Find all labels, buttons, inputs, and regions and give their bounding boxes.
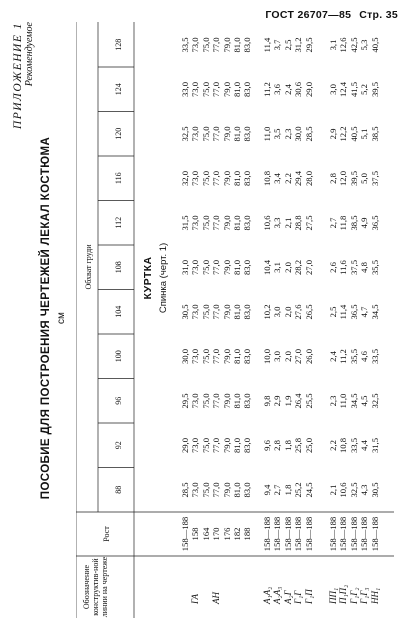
value-cell: 81,0 — [232, 482, 242, 498]
height-cell: 158—188 — [272, 516, 283, 552]
value-cell: 29,0 — [180, 437, 190, 454]
height-cell: 158 — [190, 527, 201, 541]
value-cell: 4,9 — [359, 217, 370, 229]
value-cell: 30,0 — [293, 126, 304, 142]
chest-size-header: 104 — [114, 305, 123, 318]
value-cell: 75,0 — [200, 259, 211, 276]
value-cell: 33,0 — [180, 81, 190, 98]
value-cell: 4,7 — [359, 306, 370, 318]
height-cell: 158—188 — [262, 516, 272, 552]
value-cell: 2,3 — [282, 128, 293, 140]
value-cell: 77,0 — [211, 126, 222, 142]
value-cell: 11,8 — [338, 215, 349, 231]
value-cell: 2,8 — [328, 173, 338, 184]
value-cell: 27,5 — [303, 215, 314, 231]
value-cell: 25,5 — [303, 393, 314, 409]
value-cell: 2,8 — [272, 440, 283, 451]
value-cell: 83,0 — [242, 437, 253, 454]
value-cell: 79,0 — [221, 126, 232, 142]
value-cell: 2,4 — [328, 351, 338, 362]
designation-label: АН — [211, 592, 222, 604]
value-cell: 30,5 — [180, 304, 190, 320]
designation-label: Г₁Г — [293, 590, 304, 604]
value-cell: 77,0 — [211, 393, 222, 409]
value-cell: 77,0 — [211, 81, 222, 98]
value-cell: 3,3 — [272, 217, 283, 229]
value-cell: 77,0 — [211, 348, 222, 365]
value-cell: 2,1 — [282, 217, 293, 229]
value-cell: 27,0 — [303, 259, 314, 276]
chest-size-header: 116 — [114, 172, 123, 185]
data-table — [76, 22, 394, 618]
value-cell: 36,5 — [348, 304, 359, 320]
value-cell: 24,5 — [303, 482, 314, 498]
value-cell: 2,6 — [328, 262, 338, 273]
value-cell: 75,0 — [200, 215, 211, 231]
value-cell: 83,0 — [242, 482, 253, 498]
designation-header: Обозначение конструктив-ной линии на чертеже — [82, 556, 110, 618]
chest-size-header: 124 — [114, 83, 123, 96]
value-cell: 75,0 — [200, 126, 211, 142]
chest-size-header: 100 — [114, 350, 123, 363]
value-cell: 11,6 — [338, 260, 349, 275]
value-cell: 28,5 — [180, 482, 190, 498]
chest-size-header: 120 — [114, 127, 123, 140]
value-cell: 75,0 — [200, 348, 211, 365]
value-cell: 77,0 — [211, 37, 222, 53]
value-cell: 1,9 — [282, 395, 293, 407]
height-cell: 176 — [221, 527, 232, 541]
value-cell: 81,0 — [232, 37, 242, 53]
designation-label: НН₁ — [369, 587, 380, 604]
value-cell: 3,5 — [272, 128, 283, 140]
height-cell: 158—188 — [328, 516, 338, 552]
value-cell: 33,5 — [180, 37, 190, 53]
value-cell: 79,0 — [221, 170, 232, 187]
height-cell: 158—188 — [338, 516, 349, 552]
value-cell: 2,2 — [328, 440, 338, 451]
value-cell: 38,5 — [369, 126, 380, 142]
value-cell: 4,5 — [359, 395, 370, 407]
value-cell: 3,4 — [272, 173, 283, 184]
designation-label: Г₁Г₃ — [359, 587, 370, 604]
value-cell: 79,0 — [221, 348, 232, 365]
value-cell: 32,5 — [348, 482, 359, 498]
value-cell: 31,2 — [293, 37, 304, 53]
value-cell: 10,2 — [262, 304, 272, 320]
value-cell: 12,6 — [338, 37, 349, 53]
height-cell: 164 — [200, 527, 211, 541]
value-cell: 29,4 — [293, 170, 304, 187]
appendix-title: ПРИЛОЖЕНИЕ 1 — [12, 22, 24, 130]
value-cell: 73,0 — [190, 348, 201, 365]
value-cell: 2,9 — [272, 395, 283, 407]
height-cell: 182 — [232, 527, 242, 541]
value-cell: 29,0 — [303, 81, 314, 98]
value-cell: 73,0 — [190, 126, 201, 142]
value-cell: 25,2 — [293, 482, 304, 498]
value-cell: 3,1 — [272, 262, 283, 273]
value-cell: 2,3 — [328, 395, 338, 407]
value-cell: 77,0 — [211, 170, 222, 187]
value-cell: 30,5 — [369, 482, 380, 498]
value-cell: 5,1 — [359, 128, 370, 140]
value-cell: 81,0 — [232, 393, 242, 409]
height-cell: 158—188 — [348, 516, 359, 552]
designation-label: ПП₁ — [328, 587, 338, 604]
value-cell: 30,6 — [293, 81, 304, 98]
value-cell: 75,0 — [200, 81, 211, 98]
appendix-block — [12, 22, 35, 129]
chest-size-header: 128 — [114, 38, 123, 51]
height-header: Рост — [102, 526, 111, 542]
chest-group-header: Обхват груди — [84, 244, 93, 290]
value-cell: 73,0 — [190, 482, 201, 498]
value-cell: 73,0 — [190, 215, 201, 231]
value-cell: 2,7 — [272, 484, 283, 496]
value-cell: 83,0 — [242, 81, 253, 98]
value-cell: 28,0 — [303, 170, 314, 187]
value-cell: 81,0 — [232, 304, 242, 320]
value-cell: 2,4 — [282, 84, 293, 95]
value-cell: 75,0 — [200, 304, 211, 320]
value-cell: 10,8 — [262, 170, 272, 187]
value-cell: 83,0 — [242, 259, 253, 276]
value-cell: 73,0 — [190, 81, 201, 98]
value-cell: 2,0 — [282, 262, 293, 273]
value-cell: 83,0 — [242, 170, 253, 187]
rotated-content — [6, 18, 406, 618]
subsection-title: Спинка (черт. 1) — [158, 242, 169, 314]
value-cell: 83,0 — [242, 215, 253, 231]
height-cell: 158—188 — [369, 516, 380, 552]
value-cell: 9,8 — [262, 395, 272, 407]
value-cell: 2,0 — [282, 351, 293, 362]
value-cell: 2,1 — [328, 484, 338, 496]
value-cell: 4,6 — [359, 351, 370, 362]
height-cell: 158—188 — [282, 516, 293, 552]
height-cell: 158—188 — [180, 516, 190, 552]
value-cell: 83,0 — [242, 393, 253, 409]
value-cell: 5,0 — [359, 173, 370, 184]
value-cell: 73,0 — [190, 170, 201, 187]
value-cell: 11,2 — [262, 82, 272, 97]
value-cell: 40,5 — [348, 126, 359, 142]
value-cell: 34,5 — [369, 304, 380, 320]
value-cell: 2,5 — [328, 306, 338, 318]
value-cell: 77,0 — [211, 304, 222, 320]
value-cell: 81,0 — [232, 126, 242, 142]
value-cell: 12,4 — [338, 81, 349, 98]
value-cell: 41,5 — [348, 81, 359, 98]
value-cell: 3,1 — [328, 39, 338, 51]
value-cell: 12,2 — [338, 126, 349, 142]
value-cell: 31,0 — [180, 259, 190, 276]
value-cell: 10,6 — [338, 482, 349, 498]
value-cell: 2,7 — [328, 217, 338, 229]
value-cell: 5,3 — [359, 39, 370, 51]
value-cell: 83,0 — [242, 348, 253, 365]
value-cell: 79,0 — [221, 482, 232, 498]
value-cell: 38,5 — [348, 215, 359, 231]
value-cell: 42,5 — [348, 37, 359, 53]
value-cell: 73,0 — [190, 393, 201, 409]
value-cell: 81,0 — [232, 170, 242, 187]
value-cell: 37,5 — [348, 259, 359, 276]
value-cell: 77,0 — [211, 482, 222, 498]
value-cell: 36,5 — [369, 215, 380, 231]
value-cell: 33,5 — [348, 437, 359, 454]
value-cell: 11,0 — [338, 393, 349, 409]
value-cell: 12,0 — [338, 170, 349, 187]
value-cell: 81,0 — [232, 81, 242, 98]
value-cell: 11,4 — [338, 304, 349, 320]
chest-size-header: 92 — [114, 441, 123, 450]
value-cell: 3,6 — [272, 84, 283, 95]
value-cell: 4,4 — [359, 440, 370, 451]
value-cell: 79,0 — [221, 304, 232, 320]
page-number: Стр. 35 — [359, 9, 398, 21]
value-cell: 28,5 — [303, 126, 314, 142]
value-cell: 26,5 — [303, 304, 314, 320]
value-cell: 73,0 — [190, 437, 201, 454]
value-cell: 79,0 — [221, 37, 232, 53]
value-cell: 9,4 — [262, 484, 272, 496]
document-title: ПОСОБИЕ ДЛЯ ПОСТРОЕНИЯ ЧЕРТЕЖЕЙ ЛЕКАЛ КОСТЮМА — [40, 136, 52, 500]
value-cell: 32,5 — [369, 393, 380, 409]
value-cell: 25,8 — [293, 437, 304, 454]
value-cell: 2,0 — [282, 306, 293, 318]
value-cell: 2,5 — [282, 39, 293, 51]
value-cell: 40,5 — [369, 37, 380, 53]
value-cell: 37,5 — [369, 170, 380, 187]
value-cell: 39,5 — [348, 170, 359, 187]
value-cell: 11,2 — [338, 349, 349, 364]
value-cell: 81,0 — [232, 348, 242, 365]
standard-number: ГОСТ 26707—85 — [265, 9, 352, 21]
designation-label: П₁П₂ — [338, 584, 349, 604]
value-cell: 35,5 — [369, 259, 380, 276]
value-cell: 75,0 — [200, 170, 211, 187]
value-cell: 33,5 — [369, 348, 380, 365]
value-cell: 3,0 — [272, 306, 283, 318]
value-cell: 4,3 — [359, 484, 370, 496]
chest-size-header: 112 — [114, 216, 123, 229]
appendix-note: Рекомендуемое — [24, 22, 35, 87]
value-cell: 73,0 — [190, 304, 201, 320]
value-cell: 29,5 — [303, 37, 314, 53]
value-cell: 81,0 — [232, 259, 242, 276]
value-cell: 81,0 — [232, 215, 242, 231]
value-cell: 81,0 — [232, 437, 242, 454]
value-cell: 79,0 — [221, 81, 232, 98]
value-cell: 25,0 — [303, 437, 314, 454]
value-cell: 73,0 — [190, 259, 201, 276]
designation-label: ГА — [190, 594, 201, 604]
value-cell: 79,0 — [221, 259, 232, 276]
value-cell: 79,0 — [221, 393, 232, 409]
value-cell: 34,5 — [348, 393, 359, 409]
designation-label: А₂Г — [282, 590, 293, 604]
value-cell: 83,0 — [242, 37, 253, 53]
value-cell: 10,8 — [338, 437, 349, 454]
chest-size-header: 96 — [114, 396, 123, 405]
value-cell: 2,9 — [328, 128, 338, 140]
value-cell: 75,0 — [200, 437, 211, 454]
chest-size-header: 108 — [114, 261, 123, 274]
value-cell: 31,5 — [180, 215, 190, 231]
chest-size-header: 88 — [114, 485, 123, 494]
value-cell: 27,6 — [293, 304, 304, 320]
value-cell: 73,0 — [190, 37, 201, 53]
value-cell: 77,0 — [211, 215, 222, 231]
value-cell: 2,2 — [282, 173, 293, 184]
unit-label: см — [56, 312, 67, 324]
value-cell: 77,0 — [211, 437, 222, 454]
value-cell: 77,0 — [211, 259, 222, 276]
value-cell: 1,8 — [282, 440, 293, 451]
height-cell: 170 — [211, 527, 222, 541]
designation-label: Г₁Г₂ — [348, 587, 359, 604]
value-cell: 32,0 — [180, 170, 190, 187]
value-cell: 79,0 — [221, 437, 232, 454]
designation-label: Г₁П — [303, 589, 314, 604]
height-cell: 158—188 — [293, 516, 304, 552]
value-cell: 11,0 — [262, 126, 272, 142]
value-cell: 9,6 — [262, 440, 272, 451]
value-cell: 28,8 — [293, 215, 304, 231]
value-cell: 79,0 — [221, 215, 232, 231]
value-cell: 11,4 — [262, 37, 272, 53]
value-cell: 75,0 — [200, 37, 211, 53]
height-cell: 158—188 — [359, 516, 370, 552]
value-cell: 3,0 — [328, 84, 338, 95]
designation-label: А₂А₃ — [272, 586, 283, 604]
value-cell: 39,5 — [369, 81, 380, 98]
value-cell: 30,0 — [180, 348, 190, 365]
value-cell: 83,0 — [242, 126, 253, 142]
height-cell: 188 — [242, 527, 253, 541]
value-cell: 29,5 — [180, 393, 190, 409]
value-cell: 4,8 — [359, 262, 370, 273]
value-cell: 83,0 — [242, 304, 253, 320]
value-cell: 31,5 — [369, 437, 380, 454]
value-cell: 3,0 — [272, 351, 283, 362]
value-cell: 32,5 — [180, 126, 190, 142]
designation-label: А₁А₂ — [262, 586, 272, 604]
value-cell: 28,2 — [293, 259, 304, 276]
value-cell: 26,4 — [293, 393, 304, 409]
value-cell: 27,0 — [293, 348, 304, 365]
value-cell: 75,0 — [200, 482, 211, 498]
value-cell: 3,7 — [272, 39, 283, 51]
value-cell: 10,0 — [262, 348, 272, 365]
height-cell: 158—188 — [303, 516, 314, 552]
value-cell: 5,2 — [359, 84, 370, 95]
value-cell: 75,0 — [200, 393, 211, 409]
value-cell: 1,8 — [282, 484, 293, 496]
section-title: КУРТКА — [142, 256, 154, 300]
value-cell: 26,0 — [303, 348, 314, 365]
value-cell: 10,6 — [262, 215, 272, 231]
value-cell: 35,5 — [348, 348, 359, 365]
value-cell: 10,4 — [262, 259, 272, 276]
